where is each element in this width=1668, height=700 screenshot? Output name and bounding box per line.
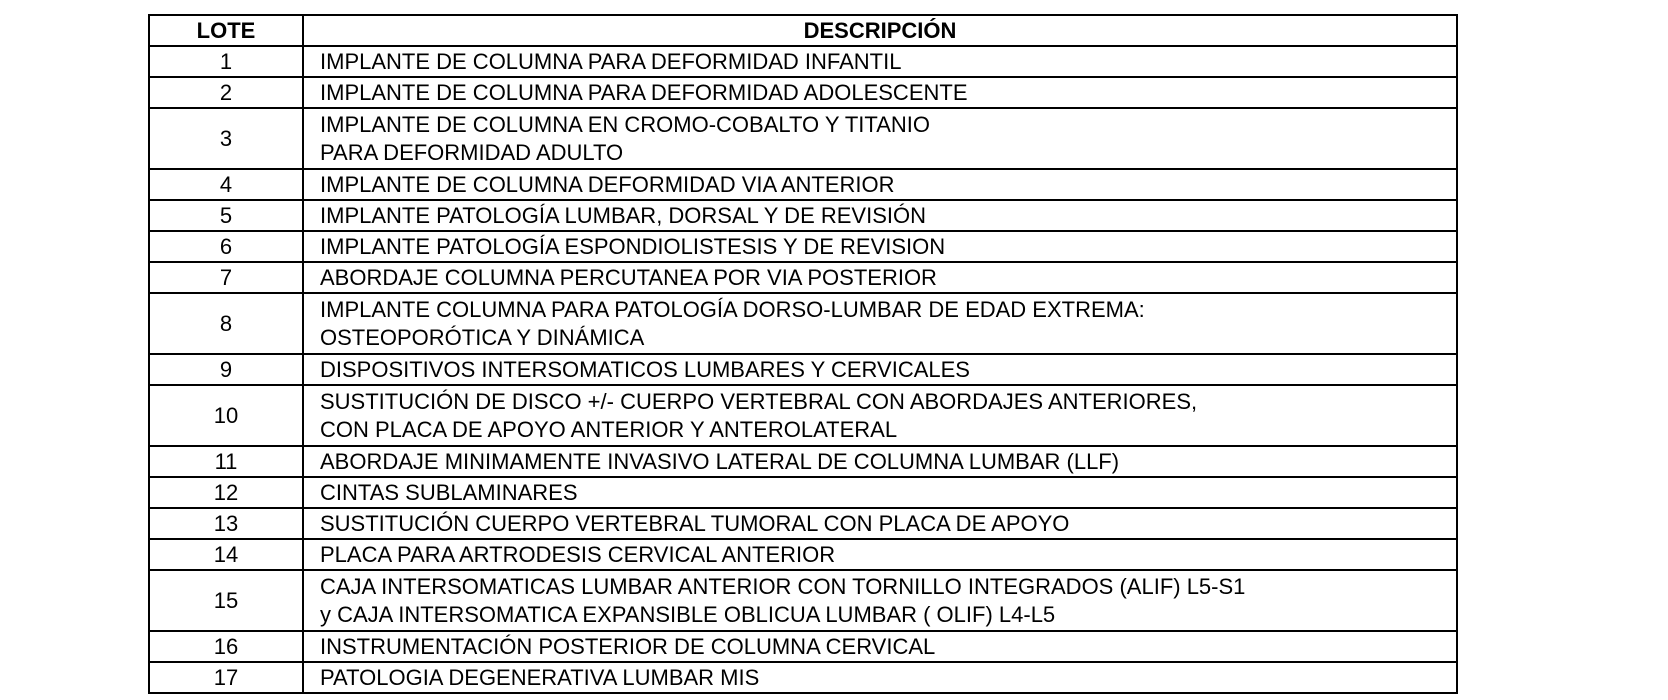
table-row xyxy=(149,446,1457,477)
lote-description xyxy=(303,169,1457,200)
description-line: IMPLANTE DE COLUMNA DEFORMIDAD VIA ANTERIOR xyxy=(320,171,895,197)
lote-number: 1 xyxy=(149,46,303,77)
lote-description xyxy=(303,108,1457,169)
header-row xyxy=(149,15,1457,46)
description-line: IMPLANTE DE COLUMNA EN CROMO-COBALTO Y TITANIO xyxy=(320,111,930,137)
description-line: SUSTITUCIÓN DE DISCO +/- CUERPO VERTEBRAL CON ABORDAJES ANTERIORES, xyxy=(320,388,1198,414)
description-line: IMPLANTE COLUMNA PARA PATOLOGÍA DORSO-LUMBAR DE EDAD EXTREMA: xyxy=(320,296,1145,322)
lote-number: 9 xyxy=(149,354,303,385)
lote-description xyxy=(303,477,1457,508)
lote-description xyxy=(303,631,1457,662)
table-row xyxy=(149,385,1457,446)
lote-number: 8 xyxy=(149,293,303,354)
header-descripcion: DESCRIPCIÓN xyxy=(303,15,1457,46)
table-row xyxy=(149,169,1457,200)
lote-number: 12 xyxy=(149,477,303,508)
description-line: IMPLANTE PATOLOGÍA LUMBAR, DORSAL Y DE REVISIÓN xyxy=(320,202,926,228)
header-lote: LOTE xyxy=(149,15,303,46)
table-row xyxy=(149,293,1457,354)
description-line: IMPLANTE DE COLUMNA PARA DEFORMIDAD ADOLESCENTE xyxy=(320,79,968,105)
table-row xyxy=(149,539,1457,570)
table-row xyxy=(149,77,1457,108)
lote-description xyxy=(303,539,1457,570)
lote-description xyxy=(303,570,1457,631)
table-row xyxy=(149,200,1457,231)
table-row xyxy=(149,508,1457,539)
lote-number: 7 xyxy=(149,262,303,293)
description-line: y CAJA INTERSOMATICA EXPANSIBLE OBLICUA LUMBAR ( OLIF) L4-L5 xyxy=(320,601,1056,627)
description-line: INSTRUMENTACIÓN POSTERIOR DE COLUMNA CERVICAL xyxy=(320,633,936,659)
lote-description xyxy=(303,200,1457,231)
table-row xyxy=(149,354,1457,385)
description-line: PARA DEFORMIDAD ADULTO xyxy=(320,139,624,165)
lote-number: 5 xyxy=(149,200,303,231)
lote-number: 10 xyxy=(149,385,303,446)
lote-number: 6 xyxy=(149,231,303,262)
lote-description xyxy=(303,262,1457,293)
description-line: ABORDAJE COLUMNA PERCUTANEA POR VIA POSTERIOR xyxy=(320,264,937,290)
description-line: IMPLANTE PATOLOGÍA ESPONDIOLISTESIS Y DE REVISION xyxy=(320,233,946,259)
lote-number: 15 xyxy=(149,570,303,631)
lote-description xyxy=(303,662,1457,693)
description-line: OSTEOPORÓTICA Y DINÁMICA xyxy=(320,324,645,350)
table-row xyxy=(149,662,1457,693)
description-line: CINTAS SUBLAMINARES xyxy=(320,479,578,505)
table-row xyxy=(149,631,1457,662)
lote-number: 2 xyxy=(149,77,303,108)
lote-description xyxy=(303,77,1457,108)
description-line: PATOLOGIA DEGENERATIVA LUMBAR MIS xyxy=(320,664,760,690)
lote-number: 3 xyxy=(149,108,303,169)
description-line: CAJA INTERSOMATICAS LUMBAR ANTERIOR CON TORNILLO INTEGRADOS (ALIF) L5-S1 xyxy=(320,573,1246,599)
lote-description xyxy=(303,385,1457,446)
description-line: ABORDAJE MINIMAMENTE INVASIVO LATERAL DE COLUMNA LUMBAR (LLF) xyxy=(320,448,1120,474)
table-body xyxy=(149,46,1457,693)
lotes-table xyxy=(148,14,1458,694)
table-row xyxy=(149,570,1457,631)
lote-number: 11 xyxy=(149,446,303,477)
table-row xyxy=(149,46,1457,77)
lote-description xyxy=(303,231,1457,262)
lote-description xyxy=(303,293,1457,354)
lote-description xyxy=(303,508,1457,539)
lote-description xyxy=(303,354,1457,385)
table-row xyxy=(149,262,1457,293)
table-row xyxy=(149,108,1457,169)
lote-number: 14 xyxy=(149,539,303,570)
table-row xyxy=(149,477,1457,508)
description-line: SUSTITUCIÓN CUERPO VERTEBRAL TUMORAL CON PLACA DE APOYO xyxy=(320,510,1070,536)
description-line: IMPLANTE DE COLUMNA PARA DEFORMIDAD INFANTIL xyxy=(320,48,902,74)
description-line: CON PLACA DE APOYO ANTERIOR Y ANTEROLATERAL xyxy=(320,416,898,442)
lote-number: 13 xyxy=(149,508,303,539)
lote-description xyxy=(303,446,1457,477)
description-line: PLACA PARA ARTRODESIS CERVICAL ANTERIOR xyxy=(320,541,836,567)
lote-number: 17 xyxy=(149,662,303,693)
lote-number: 16 xyxy=(149,631,303,662)
lote-number: 4 xyxy=(149,169,303,200)
lote-description xyxy=(303,46,1457,77)
description-line: DISPOSITIVOS INTERSOMATICOS LUMBARES Y CERVICALES xyxy=(320,356,970,382)
table-row xyxy=(149,231,1457,262)
